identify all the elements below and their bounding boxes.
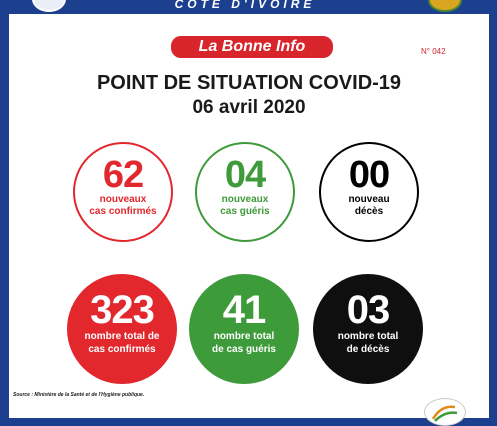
total-confirmed-label-line1: nombre total de [84,331,160,342]
new-deaths-circle [319,142,419,242]
ministry-logo-icon [424,398,466,426]
new-recovered-circle [195,142,295,242]
total-deaths-circle [313,274,423,384]
new-confirmed-label-line1: nouveaux [99,194,147,205]
new-deaths-value: 00 [348,154,390,196]
total-confirmed-label-line2: cas confirmés [88,344,156,355]
new-deaths-label-line1: nouveau [348,194,390,205]
total-recovered-label-line1: nombre total [213,331,275,342]
total-confirmed-circle [67,274,177,384]
new-confirmed-circle [73,142,173,242]
bonne-info-badge: La Bonne Info [171,36,333,58]
total-recovered-label-line2: de cas guéris [212,344,276,355]
total-deaths-label-line1: nombre total [337,331,399,342]
new-confirmed-label-line2: cas confirmés [89,206,157,217]
bulletin-date: 06 avril 2020 [192,97,306,118]
total-confirmed-value: 323 [90,288,154,332]
bulletin-card [9,14,489,418]
new-recovered-label-line1: nouveaux [221,194,269,205]
bulletin-title: POINT DE SITUATION COVID-19 [96,72,402,94]
new-deaths-label-line2: décès [354,206,384,217]
new-confirmed-value: 62 [102,154,144,196]
new-recovered-value: 04 [224,154,266,196]
total-deaths-value: 03 [346,288,390,332]
total-recovered-circle [189,274,299,384]
total-deaths-label-line2: de décès [346,344,390,355]
new-recovered-label-line2: cas guéris [220,206,270,217]
issue-number: N° 042 [421,47,446,56]
country-name: COTE D'IVOIRE [174,0,316,11]
source-note: Source : Ministère de la Santé et de l'Hygiène publique. [13,392,145,398]
total-recovered-value: 41 [222,288,266,332]
